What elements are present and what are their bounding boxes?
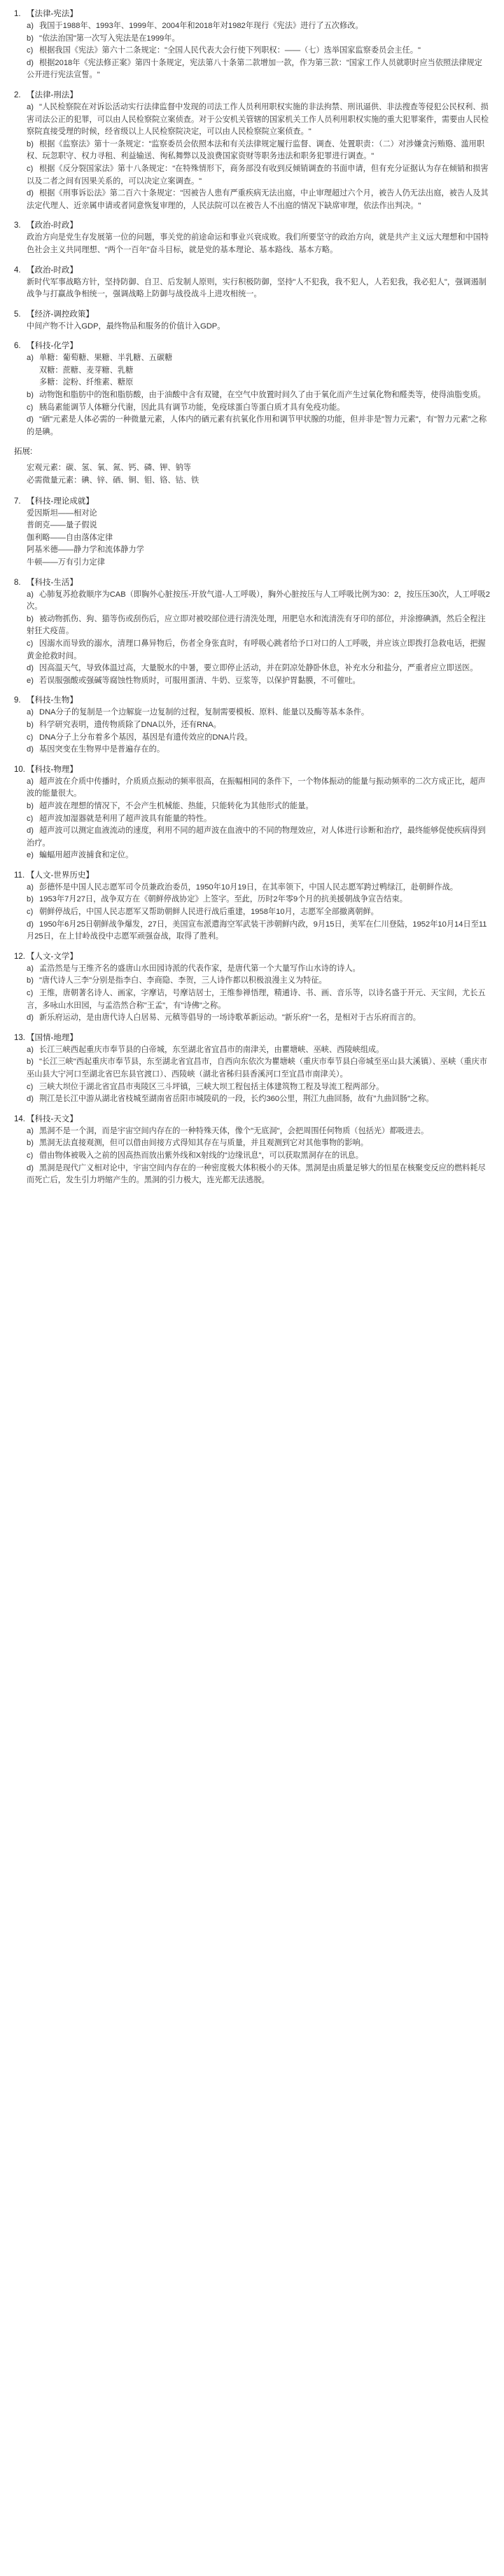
paragraph	[27, 277, 490, 301]
item-label: b)	[27, 801, 34, 810]
item-label: d)	[27, 189, 34, 198]
list-item	[27, 801, 490, 813]
item-label: c)	[27, 908, 34, 917]
item-label: b)	[27, 34, 34, 43]
section-header	[14, 340, 490, 352]
list-item: 牛顿——万有引力定律	[27, 558, 105, 567]
item-text: 因高温天气，导致体温过高，大量脱水的中暑，要立即停止活动，并在阴凉处静卧休息，补充水分和盐分，严重者应立即送医。	[39, 664, 478, 673]
item-text: 单糖：葡萄糖、果糖、半乳糖、五碳糖	[39, 354, 173, 363]
section-11	[14, 870, 490, 943]
item-text: 黑洞无法直接观测，但可以借由间接方式得知其存在与质量，并且观测到它对其他事物的影响。	[39, 1139, 368, 1148]
note-line: 必需微量元素：碘、锌、硒、铜、钼、铬、钴、铁	[27, 476, 200, 485]
list-item	[27, 389, 490, 402]
item-text: 长江三峡西起重庆市奉节县的白帝城，东至湖北省宜昌市的南津关，由瞿塘峡、巫峡、西陵峡组成。	[39, 1045, 384, 1054]
item-label: c)	[27, 1151, 34, 1160]
section-2	[14, 90, 490, 212]
item-label: a)	[27, 964, 34, 973]
section-number: 10.	[14, 765, 25, 774]
section-header	[14, 220, 490, 232]
item-label: a)	[27, 708, 34, 717]
list-item	[27, 919, 490, 943]
item-label: b)	[27, 1058, 34, 1067]
item-label: b)	[27, 895, 34, 904]
list-item: 伽利略——自由落体定律	[27, 533, 113, 542]
item-label: d)	[27, 415, 34, 424]
item-text: 超声波加湿器就是利用了超声波具有能量的特性。	[39, 814, 212, 823]
item-text: 胰岛素能调节人体糖分代谢，因此具有调节功能，免疫球蛋白等蛋白质才具有免疫功能。	[39, 403, 345, 412]
section-header	[14, 8, 490, 20]
section-header	[14, 577, 490, 589]
item-label: a)	[27, 1045, 34, 1054]
list-item	[27, 975, 490, 988]
list-item	[27, 614, 490, 638]
item-text: 因溺水而导致的溺水，清理口鼻异物后，伤者全身张直时，有呼吸心跳者给予口对口的人工呼吸，并应该立即拨打急救电话，把握黄金抢救时间。	[27, 639, 486, 660]
extension-note	[14, 446, 490, 487]
section-number: 11.	[14, 871, 25, 880]
section-tag: 【科技-生活】	[27, 578, 78, 587]
section-tag: 【科技-理论成就】	[27, 497, 94, 506]
list-item	[27, 813, 490, 826]
item-label: c)	[27, 1082, 34, 1091]
item-text: 双糖：蔗糖、麦芽糖、乳糖	[39, 366, 134, 375]
list-item	[27, 882, 490, 894]
list-item	[27, 1056, 490, 1081]
item-label: c)	[27, 46, 34, 55]
list-item	[27, 732, 490, 745]
item-label: b)	[27, 1139, 34, 1148]
item-text: 超声波可以测定血液流动的速度，利用不同的超声波在血液中的不同的物理效应，对人体进行诊断和治疗，最终能够促使疾病得到治疗。	[27, 826, 486, 847]
list-item	[27, 1081, 490, 1094]
list-item	[27, 1126, 490, 1138]
item-text: "人民检察院在对诉讼活动实行法律监督中发现的司法工作人员利用职权实施的非法拘禁、刑讯逼供、非法搜查等侵犯公民权利、损害司法公正的犯罪，可以由人民检察院立案侦查。对于公安机关管辖的国家机关工作人员利用职权实施的重大犯罪案件，需要由人民检察院直接受理的时候，经省级以上人民检察院决定，可以由人民检察院立案侦查。"	[27, 102, 489, 137]
item-text: 荆江是长江中游从湖北省枝城至湖南省岳阳市城陵矶的一段，长约360公里，荆江九曲回肠，故有"九曲回肠"之称。	[39, 1095, 434, 1104]
paragraph	[27, 232, 490, 256]
item-label: d)	[27, 664, 34, 673]
section-header	[14, 764, 490, 776]
list-item: 阿基米德——静力学和流体静力学	[27, 546, 144, 555]
item-label: a)	[27, 882, 34, 892]
item-text: 根据我国《宪法》第六十二条规定："全国人民代表大会行使下列职权：——（七）选举国家监察委员会主任。"	[39, 46, 421, 55]
item-label: c)	[27, 403, 34, 412]
section-tag: 【科技-生物】	[27, 696, 78, 705]
list-item	[27, 33, 490, 46]
paragraph	[27, 321, 490, 333]
item-text: 王维，唐朝著名诗人、画家，字摩诘，号摩诘居士，王维参禅悟理，精通诗、书、画、音乐等，以诗名盛于开元、天宝间，尤长五言，多咏山水田园，与孟浩然合称"王孟"，有"诗佛"之称。	[27, 989, 486, 1010]
item-text: 政治方向是党生存发展第一位的问题，事关党的前途命运和事业兴衰成败。我们所要坚守的政治方向，就是共产主义远大理想和中国特色社会主义共同理想、"两个一百年"奋斗目标，就是党的基本理论、基本路线、基本方略。	[27, 233, 489, 254]
section-tag: 【人文-世界历史】	[27, 871, 94, 880]
section-tag: 【政治-时政】	[27, 265, 78, 275]
section-number: 8.	[14, 578, 21, 587]
section-9	[14, 695, 490, 756]
list-item	[27, 744, 490, 756]
section-tag: 【人文-文学】	[27, 952, 78, 961]
item-label: c)	[27, 814, 34, 823]
item-text: 黑洞是现代广义相对论中，宇宙空间内存在的一种密度极大体积极小的天体。黑洞是由质量足够大的恒星在核聚变反应的燃料耗尽而死亡后，发生引力坍缩产生的。黑洞的引力极大，连光都无法逃脱。	[27, 1163, 486, 1185]
section-6	[14, 340, 490, 438]
section-header	[14, 951, 490, 963]
list-item	[27, 675, 490, 688]
list-item	[27, 589, 490, 614]
note-line: 宏观元素：碳、氢、氧、氮、钙、磷、钾、钠等	[27, 464, 191, 473]
section-number: 4.	[14, 265, 21, 275]
item-label: b)	[27, 976, 34, 985]
list-item	[27, 20, 490, 33]
item-label: d)	[27, 745, 34, 754]
list-item	[27, 1137, 490, 1150]
section-4	[14, 265, 490, 301]
item-label: d)	[27, 1013, 34, 1023]
list-item	[27, 102, 490, 139]
item-label: d)	[27, 1163, 34, 1172]
item-label: c)	[27, 989, 34, 998]
item-label: d)	[27, 58, 34, 67]
item-label: a)	[27, 777, 34, 786]
item-text: 若误服强酸或强碱等腐蚀性物质时，可服用蛋清、牛奶、豆浆等，以保护胃黏膜，不可催吐。	[39, 676, 360, 685]
section-10	[14, 764, 490, 862]
item-text: 超声波在介质中传播时，介质质点振动的频率很高，在振幅相同的条件下，一个物体振动的能量与振动频率的二次方成正比，超声波的能量很大。	[27, 777, 486, 798]
item-text: "依法治国"第一次写入宪法是在1999年。	[39, 34, 180, 43]
item-label: a)	[27, 22, 34, 30]
section-3	[14, 220, 490, 256]
section-header	[14, 90, 490, 102]
item-text: 蝙蝠用超声波捕食和定位。	[39, 851, 134, 860]
section-number: 1.	[14, 10, 21, 18]
item-label: b)	[27, 139, 34, 148]
item-text: 心肺复苏抢救顺序为CAB（即胸外心脏按压-开放气道-人工呼吸），胸外心脏按压与人工呼吸比例为30：2，按压压30次，人工呼吸2次。	[27, 590, 490, 611]
list-item	[27, 1044, 490, 1057]
item-label: b)	[27, 720, 34, 729]
section-tag: 【科技-物理】	[27, 765, 78, 774]
item-label: a)	[27, 590, 34, 599]
list-item	[27, 188, 490, 212]
item-text: 借由物体被吸入之前的因高热而放出紫外线和X射线的"边缘讯息"，可以获取黑洞存在的讯息。	[39, 1151, 363, 1160]
list-item	[27, 707, 490, 719]
item-label: b)	[27, 614, 34, 623]
item-label: d)	[27, 920, 34, 929]
item-text: 三峡大坝位于湖北省宜昌市夷陵区三斗坪镇，三峡大坝工程包括主体建筑物工程及导流工程两部分。	[39, 1082, 384, 1091]
list-item	[27, 776, 490, 801]
item-text: 根据《刑事诉讼法》第二百六十条规定："因被告人患有严重疾病无法出庭，中止审理超过六个月，被告人仍无法出庭，被告人及其法定代理人、近亲属申请或者同意恢复审理的，人民法院可以在被告人不出庭的情况下缺席审理，依法作出判决。"	[27, 189, 489, 210]
list-item	[27, 988, 490, 1012]
list-item	[27, 163, 490, 188]
section-8	[14, 577, 490, 688]
list-item	[27, 1150, 490, 1163]
item-label: c)	[27, 733, 34, 742]
section-7	[14, 496, 490, 569]
section-number: 12.	[14, 952, 25, 961]
list-item	[27, 850, 490, 862]
list-item	[27, 825, 490, 850]
item-label: d)	[27, 1095, 34, 1104]
section-tag: 【经济-调控政策】	[27, 310, 94, 319]
list-item	[27, 139, 490, 163]
item-label: b)	[27, 391, 34, 400]
list-item	[27, 352, 490, 365]
item-label: e)	[27, 851, 34, 860]
list-item	[27, 638, 490, 663]
note-header: 拓展:	[14, 448, 33, 457]
item-text: 科学研究表明，遗传物质除了DNA以外，还有RNA。	[39, 720, 221, 729]
item-text: "硒"元素是人体必需的一种微量元素，人体内的硒元素有抗氧化作用和调节甲状腺的功能，但并非是"智力元素"，有"智力元素"之称的是碘。	[27, 415, 487, 436]
item-text: 1950年6月25日朝鲜战争爆发，27日，美国宣布派遣海空军武装干涉朝鲜内政，9月15日，美军在仁川登陆，1952年10月14日至11月25日，在上甘岭战役中志愿军顽强奋战，取得了胜利。	[27, 920, 487, 941]
item-text: 超声波在理想的情况下，不会产生机械能、热能，只能转化为其他形式的能量。	[39, 801, 314, 810]
item-text: "唐代诗人三李"分别是指李白、李商隐、李贺，三人诗作都以积极浪漫主义为特征。	[39, 976, 327, 985]
list-item	[27, 906, 490, 919]
section-number: 7.	[14, 497, 21, 506]
item-text: 根据《监察法》第十一条规定："监察委员会依照本法和有关法律规定履行监督、调查、处置职责：（二）对涉嫌贪污贿赂、滥用职权、玩忽职守、权力寻租、利益输送、徇私舞弊以及浪费国家资财等职务违法和职务犯罪进行调查。"	[27, 139, 485, 161]
section-12	[14, 951, 490, 1025]
item-text: DNA分子的复制是一个边解旋一边复制的过程，复制需要模板、原料、能量以及酶等基本条件。	[39, 708, 370, 717]
list-item: 爱因斯坦——相对论	[27, 508, 97, 518]
item-text: 新时代军事战略方针，坚持防御、自卫、后发制人原则，实行积极防御，坚持"人不犯我，我不犯人，人若犯我，我必犯人"，强调遏制战争与打赢战争相统一，强调战略上防御与战役战斗上进攻相统一。	[27, 277, 486, 299]
list-item	[27, 663, 490, 675]
item-label: a)	[27, 354, 34, 363]
section-tag: 【科技-天文】	[27, 1114, 78, 1123]
item-text: 1953年7月27日，战争双方在《朝鲜停战协定》上签字。至此，历时2年零9个月的抗美援朝战争宣告结束。	[39, 895, 407, 904]
section-number: 2.	[14, 90, 21, 99]
section-number: 6.	[14, 342, 21, 351]
list-item	[27, 377, 490, 389]
item-text: 新乐府运动，是由唐代诗人白居易、元稹等倡导的一场诗歌革新运动。"新乐府"一名，是相对于古乐府而言的。	[39, 1013, 421, 1023]
item-label: a)	[27, 1126, 34, 1135]
section-number: 5.	[14, 310, 21, 319]
section-5	[14, 309, 490, 333]
item-text: 根据《反分裂国家法》第十八条规定："在特殊情形下，商务部没有收到反倾销调查的书面申请，但有充分证据认为存在倾销和损害以及二者之间有因果关系的，可以决定立案调查。"	[27, 164, 489, 186]
section-number: 3.	[14, 221, 21, 230]
list-item	[27, 414, 490, 438]
section-header	[14, 265, 490, 277]
list-item: 普朗克——量子假说	[27, 521, 97, 530]
item-text: 黑洞不是一个洞，而是宇宙空间内存在的一种特殊天体，像个"无底洞"，会把周围任何物质（包括光）都吸进去。	[39, 1126, 429, 1135]
item-text: 彭德怀是中国人民志愿军司令员兼政治委员，1950年10月19日，在其率领下，中国人民志愿军跨过鸭绿江，赴朝鲜作战。	[39, 882, 458, 892]
section-tag: 【政治-时政】	[27, 221, 78, 230]
list-item	[27, 1012, 490, 1025]
section-header	[14, 496, 490, 508]
item-text: 朝鲜停战后，中国人民志愿军又帮助朝鲜人民进行战后重建，1958年10月，志愿军全部撤离朝鲜。	[39, 908, 379, 917]
section-13	[14, 1032, 490, 1106]
item-text: 孟浩然是与王维齐名的盛唐山水田园诗派的代表作家，是唐代第一个大量写作山水诗的诗人。	[39, 964, 360, 973]
item-label: a)	[27, 102, 34, 111]
list-item	[27, 45, 490, 57]
item-text: 中间产物不计入GDP，最终物品和服务的价值计入GDP。	[27, 321, 225, 331]
item-text: 多糖：淀粉、纤维素、糖原	[39, 378, 134, 387]
section-14	[14, 1114, 490, 1187]
section-header	[14, 1032, 490, 1044]
list-item	[27, 1163, 490, 1187]
section-tag: 【科技-化学】	[27, 342, 78, 351]
item-label: d)	[27, 826, 34, 836]
item-text: DNA分子上分布着多个基因，基因是有遗传效应的DNA片段。	[39, 733, 253, 742]
list-item	[27, 57, 490, 82]
section-header	[14, 870, 490, 882]
list-item	[27, 894, 490, 906]
section-number: 14.	[14, 1114, 25, 1123]
item-label: c)	[27, 164, 34, 173]
section-header	[14, 1114, 490, 1126]
section-number: 9.	[14, 696, 21, 705]
list-item	[27, 402, 490, 415]
item-text: 我国于1988年、1993年、1999年、2004年和2018年对1982年现行《宪法》进行了五次修改。	[39, 22, 363, 30]
list-item	[27, 963, 490, 976]
list-item	[27, 1093, 490, 1106]
section-tag: 【法律-宪法】	[27, 10, 78, 18]
section-tag: 【法律-刑法】	[27, 90, 78, 99]
item-label: e)	[27, 676, 34, 685]
section-header	[14, 309, 490, 321]
list-item	[27, 365, 490, 378]
item-label: c)	[27, 639, 34, 648]
section-header	[14, 695, 490, 707]
section-tag: 【国情-地理】	[27, 1033, 78, 1042]
section-1	[14, 8, 490, 82]
list-item	[27, 719, 490, 732]
section-number: 13.	[14, 1033, 25, 1042]
item-text: 动物饱和脂肪中的饱和脂肪酸，由于油酸中含有双键，在空气中放置时间久了由于氧化而产生过氧化物和醛类等，使得油脂变质。	[39, 391, 486, 400]
item-text: 基因突变在生物界中是普遍存在的。	[39, 745, 165, 754]
item-text: 被动物抓伤、狗、猫等伤或刮伤后，应立即对被咬部位进行清洗处理，用肥皂水和流清洗有牙印的部位，并涂擦碘酒，然后全程注射狂犬疫苗。	[27, 614, 486, 636]
item-text: "长江三峡"西起重庆市奉节县，东至湖北省宜昌市，自西向东依次为瞿塘峡（重庆市奉节县白帝城至巫山县大溪镇）、巫峡（重庆市巫山县大宁河口至湖北省巴东县官渡口）、西陵峡（湖北省秭归县香溪河口至宜昌市南津关）。	[27, 1058, 488, 1079]
item-text: 根据2018年《宪法修正案》第四十条规定，宪法第八十条第二款增加一款，作为第三款："国家工作人员就职时应当依照法律规定公开进行宪法宣誓。"	[27, 58, 482, 80]
